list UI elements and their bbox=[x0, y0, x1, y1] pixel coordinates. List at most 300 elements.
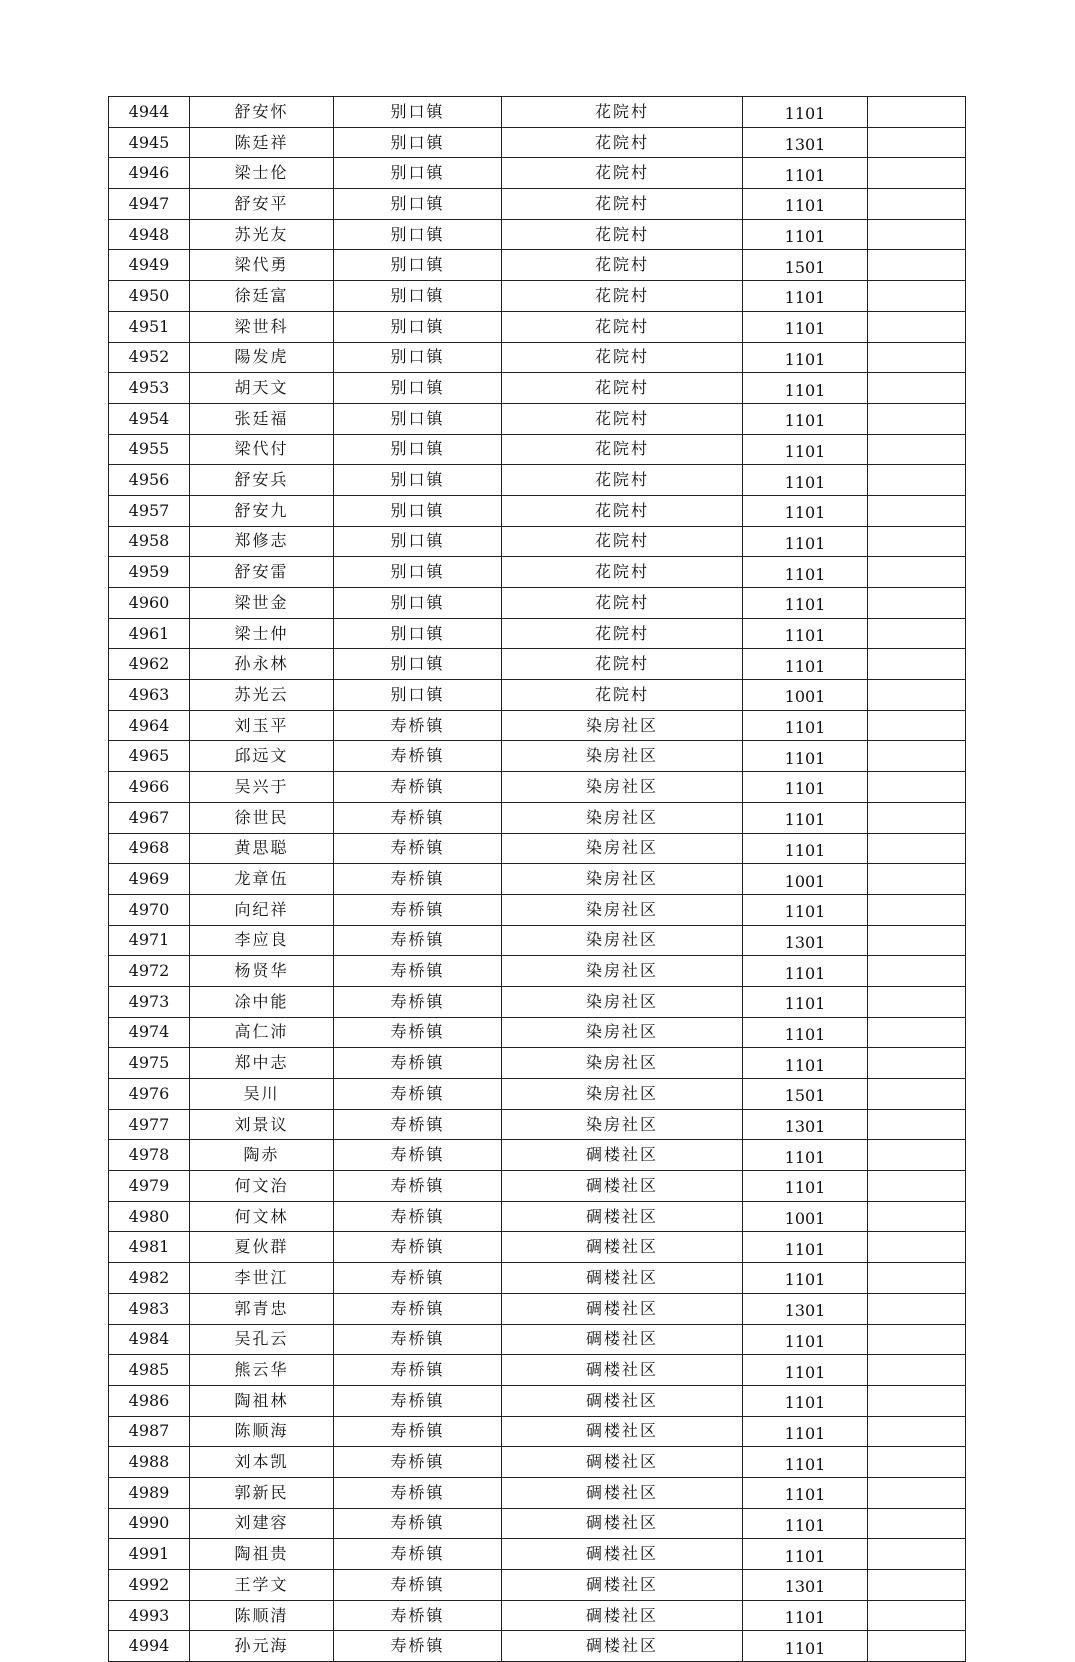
row-number: 4951 bbox=[109, 311, 190, 342]
remark-cell bbox=[868, 894, 966, 925]
person-name: 郭青忠 bbox=[190, 1293, 334, 1324]
village-name: 花院村 bbox=[502, 588, 743, 619]
remark-cell bbox=[868, 97, 966, 128]
code-value: 1101 bbox=[743, 1539, 868, 1570]
village-name: 染房社区 bbox=[502, 864, 743, 895]
remark-cell bbox=[868, 1140, 966, 1171]
code-value: 1301 bbox=[743, 1109, 868, 1140]
table-row bbox=[109, 649, 966, 680]
village-name: 碉楼社区 bbox=[502, 1171, 743, 1202]
row-number: 4979 bbox=[109, 1171, 190, 1202]
village-name: 花院村 bbox=[502, 434, 743, 465]
village-name: 染房社区 bbox=[502, 956, 743, 987]
person-name: 何文林 bbox=[190, 1201, 334, 1232]
person-name: 李应良 bbox=[190, 925, 334, 956]
table-row bbox=[109, 495, 966, 526]
person-name: 向纪祥 bbox=[190, 894, 334, 925]
remark-cell bbox=[868, 833, 966, 864]
person-name: 陶祖林 bbox=[190, 1385, 334, 1416]
remark-cell bbox=[868, 342, 966, 373]
table-row bbox=[109, 1140, 966, 1171]
row-number: 4974 bbox=[109, 1017, 190, 1048]
town-name: 别口镇 bbox=[334, 219, 502, 250]
village-name: 染房社区 bbox=[502, 894, 743, 925]
town-name: 别口镇 bbox=[334, 127, 502, 158]
town-name: 别口镇 bbox=[334, 495, 502, 526]
code-value: 1501 bbox=[743, 250, 868, 281]
remark-cell bbox=[868, 1017, 966, 1048]
remark-cell bbox=[868, 925, 966, 956]
remark-cell bbox=[868, 403, 966, 434]
code-value: 1101 bbox=[743, 1017, 868, 1048]
person-name: 陈顺海 bbox=[190, 1416, 334, 1447]
remark-cell bbox=[868, 434, 966, 465]
remark-cell bbox=[868, 1539, 966, 1570]
row-number: 4944 bbox=[109, 97, 190, 128]
code-value: 1101 bbox=[743, 495, 868, 526]
table-row bbox=[109, 250, 966, 281]
code-value: 1101 bbox=[743, 833, 868, 864]
code-value: 1101 bbox=[743, 741, 868, 772]
village-name: 碉楼社区 bbox=[502, 1600, 743, 1631]
town-name: 寿桥镇 bbox=[334, 741, 502, 772]
remark-cell bbox=[868, 1570, 966, 1601]
village-name: 碉楼社区 bbox=[502, 1385, 743, 1416]
code-value: 1101 bbox=[743, 465, 868, 496]
remark-cell bbox=[868, 986, 966, 1017]
village-name: 染房社区 bbox=[502, 1079, 743, 1110]
table-row bbox=[109, 956, 966, 987]
person-name: 陶赤 bbox=[190, 1140, 334, 1171]
village-name: 染房社区 bbox=[502, 710, 743, 741]
row-number: 4945 bbox=[109, 127, 190, 158]
remark-cell bbox=[868, 864, 966, 895]
table-row bbox=[109, 127, 966, 158]
row-number: 4958 bbox=[109, 526, 190, 557]
row-number: 4980 bbox=[109, 1201, 190, 1232]
village-name: 花院村 bbox=[502, 311, 743, 342]
roster-body bbox=[109, 97, 966, 1662]
table-row bbox=[109, 894, 966, 925]
town-name: 寿桥镇 bbox=[334, 1570, 502, 1601]
person-name: 苏光友 bbox=[190, 219, 334, 250]
town-name: 寿桥镇 bbox=[334, 1079, 502, 1110]
code-value: 1501 bbox=[743, 1079, 868, 1110]
town-name: 寿桥镇 bbox=[334, 1324, 502, 1355]
village-name: 碉楼社区 bbox=[502, 1324, 743, 1355]
person-name: 黄思聪 bbox=[190, 833, 334, 864]
code-value: 1101 bbox=[743, 97, 868, 128]
code-value: 1101 bbox=[743, 219, 868, 250]
code-value: 1101 bbox=[743, 986, 868, 1017]
town-name: 寿桥镇 bbox=[334, 1140, 502, 1171]
person-name: 陈廷祥 bbox=[190, 127, 334, 158]
table-row bbox=[109, 680, 966, 711]
remark-cell bbox=[868, 495, 966, 526]
person-name: 舒安雷 bbox=[190, 557, 334, 588]
table-row bbox=[109, 1385, 966, 1416]
row-number: 4978 bbox=[109, 1140, 190, 1171]
village-name: 花院村 bbox=[502, 649, 743, 680]
person-name: 苏光云 bbox=[190, 680, 334, 711]
village-name: 染房社区 bbox=[502, 772, 743, 803]
person-name: 徐廷富 bbox=[190, 281, 334, 312]
village-name: 碉楼社区 bbox=[502, 1631, 743, 1662]
table-row bbox=[109, 1109, 966, 1140]
village-name: 碉楼社区 bbox=[502, 1477, 743, 1508]
code-value: 1101 bbox=[743, 1447, 868, 1478]
row-number: 4954 bbox=[109, 403, 190, 434]
code-value: 1101 bbox=[743, 1508, 868, 1539]
person-name: 梁代付 bbox=[190, 434, 334, 465]
row-number: 4973 bbox=[109, 986, 190, 1017]
person-name: 刘玉平 bbox=[190, 710, 334, 741]
table-row bbox=[109, 1017, 966, 1048]
row-number: 4965 bbox=[109, 741, 190, 772]
row-number: 4989 bbox=[109, 1477, 190, 1508]
code-value: 1101 bbox=[743, 1385, 868, 1416]
row-number: 4956 bbox=[109, 465, 190, 496]
row-number: 4970 bbox=[109, 894, 190, 925]
village-name: 碉楼社区 bbox=[502, 1447, 743, 1478]
remark-cell bbox=[868, 1355, 966, 1386]
remark-cell bbox=[868, 1293, 966, 1324]
village-name: 染房社区 bbox=[502, 741, 743, 772]
code-value: 1101 bbox=[743, 189, 868, 220]
remark-cell bbox=[868, 772, 966, 803]
village-name: 花院村 bbox=[502, 373, 743, 404]
village-name: 碉楼社区 bbox=[502, 1539, 743, 1570]
row-number: 4993 bbox=[109, 1600, 190, 1631]
person-name: 郭新民 bbox=[190, 1477, 334, 1508]
village-name: 花院村 bbox=[502, 219, 743, 250]
town-name: 别口镇 bbox=[334, 526, 502, 557]
village-name: 花院村 bbox=[502, 281, 743, 312]
table-row bbox=[109, 1263, 966, 1294]
row-number: 4948 bbox=[109, 219, 190, 250]
row-number: 4949 bbox=[109, 250, 190, 281]
code-value: 1301 bbox=[743, 1293, 868, 1324]
remark-cell bbox=[868, 219, 966, 250]
table-row bbox=[109, 802, 966, 833]
village-name: 花院村 bbox=[502, 158, 743, 189]
code-value: 1101 bbox=[743, 557, 868, 588]
remark-cell bbox=[868, 956, 966, 987]
village-name: 花院村 bbox=[502, 250, 743, 281]
row-number: 4972 bbox=[109, 956, 190, 987]
person-name: 何文治 bbox=[190, 1171, 334, 1202]
code-value: 1101 bbox=[743, 1263, 868, 1294]
town-name: 寿桥镇 bbox=[334, 1232, 502, 1263]
person-name: 李世江 bbox=[190, 1263, 334, 1294]
code-value: 1101 bbox=[743, 1171, 868, 1202]
village-name: 花院村 bbox=[502, 557, 743, 588]
table-row bbox=[109, 1477, 966, 1508]
remark-cell bbox=[868, 1232, 966, 1263]
village-name: 花院村 bbox=[502, 403, 743, 434]
person-name: 胡天文 bbox=[190, 373, 334, 404]
table-row bbox=[109, 526, 966, 557]
table-row bbox=[109, 1508, 966, 1539]
person-name: 邱远文 bbox=[190, 741, 334, 772]
remark-cell bbox=[868, 526, 966, 557]
town-name: 寿桥镇 bbox=[334, 986, 502, 1017]
remark-cell bbox=[868, 1324, 966, 1355]
remark-cell bbox=[868, 1447, 966, 1478]
code-value: 1101 bbox=[743, 1631, 868, 1662]
person-name: 孙永林 bbox=[190, 649, 334, 680]
town-name: 别口镇 bbox=[334, 373, 502, 404]
code-value: 1101 bbox=[743, 373, 868, 404]
row-number: 4966 bbox=[109, 772, 190, 803]
remark-cell bbox=[868, 1600, 966, 1631]
person-name: 吴川 bbox=[190, 1079, 334, 1110]
code-value: 1101 bbox=[743, 956, 868, 987]
row-number: 4975 bbox=[109, 1048, 190, 1079]
remark-cell bbox=[868, 557, 966, 588]
village-name: 染房社区 bbox=[502, 833, 743, 864]
person-name: 刘建容 bbox=[190, 1508, 334, 1539]
table-row bbox=[109, 1048, 966, 1079]
remark-cell bbox=[868, 1048, 966, 1079]
remark-cell bbox=[868, 802, 966, 833]
town-name: 别口镇 bbox=[334, 557, 502, 588]
person-name: 梁世金 bbox=[190, 588, 334, 619]
remark-cell bbox=[868, 1079, 966, 1110]
remark-cell bbox=[868, 250, 966, 281]
town-name: 别口镇 bbox=[334, 588, 502, 619]
town-name: 寿桥镇 bbox=[334, 1416, 502, 1447]
person-name: 陶祖贵 bbox=[190, 1539, 334, 1570]
town-name: 寿桥镇 bbox=[334, 1293, 502, 1324]
code-value: 1101 bbox=[743, 158, 868, 189]
remark-cell bbox=[868, 1263, 966, 1294]
person-name: 梁士仲 bbox=[190, 618, 334, 649]
table-row bbox=[109, 342, 966, 373]
person-name: 刘本凯 bbox=[190, 1447, 334, 1478]
village-name: 花院村 bbox=[502, 618, 743, 649]
remark-cell bbox=[868, 127, 966, 158]
person-name: 孙元海 bbox=[190, 1631, 334, 1662]
town-name: 别口镇 bbox=[334, 618, 502, 649]
code-value: 1101 bbox=[743, 311, 868, 342]
town-name: 寿桥镇 bbox=[334, 802, 502, 833]
remark-cell bbox=[868, 710, 966, 741]
town-name: 寿桥镇 bbox=[334, 1631, 502, 1662]
person-name: 梁代勇 bbox=[190, 250, 334, 281]
table-row bbox=[109, 1570, 966, 1601]
village-name: 碉楼社区 bbox=[502, 1570, 743, 1601]
town-name: 别口镇 bbox=[334, 158, 502, 189]
remark-cell bbox=[868, 281, 966, 312]
town-name: 别口镇 bbox=[334, 189, 502, 220]
person-name: 吴兴于 bbox=[190, 772, 334, 803]
row-number: 4959 bbox=[109, 557, 190, 588]
village-name: 染房社区 bbox=[502, 1109, 743, 1140]
row-number: 4961 bbox=[109, 618, 190, 649]
code-value: 1301 bbox=[743, 925, 868, 956]
table-row bbox=[109, 158, 966, 189]
table-row bbox=[109, 1171, 966, 1202]
table-row bbox=[109, 1416, 966, 1447]
code-value: 1101 bbox=[743, 802, 868, 833]
town-name: 寿桥镇 bbox=[334, 1355, 502, 1386]
person-name: 王学文 bbox=[190, 1570, 334, 1601]
remark-cell bbox=[868, 588, 966, 619]
village-name: 花院村 bbox=[502, 342, 743, 373]
remark-cell bbox=[868, 1508, 966, 1539]
code-value: 1101 bbox=[743, 342, 868, 373]
person-name: 夏伙群 bbox=[190, 1232, 334, 1263]
town-name: 寿桥镇 bbox=[334, 1201, 502, 1232]
table-row bbox=[109, 864, 966, 895]
remark-cell bbox=[868, 158, 966, 189]
row-number: 4960 bbox=[109, 588, 190, 619]
code-value: 1001 bbox=[743, 1201, 868, 1232]
table-row bbox=[109, 618, 966, 649]
code-value: 1301 bbox=[743, 127, 868, 158]
person-name: 陽发虎 bbox=[190, 342, 334, 373]
row-number: 4947 bbox=[109, 189, 190, 220]
row-number: 4963 bbox=[109, 680, 190, 711]
row-number: 4962 bbox=[109, 649, 190, 680]
person-name: 刘景议 bbox=[190, 1109, 334, 1140]
row-number: 4968 bbox=[109, 833, 190, 864]
town-name: 寿桥镇 bbox=[334, 925, 502, 956]
village-name: 花院村 bbox=[502, 127, 743, 158]
row-number: 4946 bbox=[109, 158, 190, 189]
town-name: 别口镇 bbox=[334, 403, 502, 434]
town-name: 寿桥镇 bbox=[334, 1109, 502, 1140]
person-name: 吴孔云 bbox=[190, 1324, 334, 1355]
code-value: 1101 bbox=[743, 588, 868, 619]
row-number: 4990 bbox=[109, 1508, 190, 1539]
town-name: 别口镇 bbox=[334, 680, 502, 711]
table-row bbox=[109, 1631, 966, 1662]
person-name: 舒安怀 bbox=[190, 97, 334, 128]
table-row bbox=[109, 986, 966, 1017]
remark-cell bbox=[868, 1477, 966, 1508]
town-name: 寿桥镇 bbox=[334, 1017, 502, 1048]
remark-cell bbox=[868, 1631, 966, 1662]
row-number: 4988 bbox=[109, 1447, 190, 1478]
row-number: 4992 bbox=[109, 1570, 190, 1601]
person-name: 郑中志 bbox=[190, 1048, 334, 1079]
table-row bbox=[109, 403, 966, 434]
table-row bbox=[109, 1447, 966, 1478]
table-row bbox=[109, 557, 966, 588]
town-name: 别口镇 bbox=[334, 250, 502, 281]
row-number: 4977 bbox=[109, 1109, 190, 1140]
row-number: 4994 bbox=[109, 1631, 190, 1662]
code-value: 1101 bbox=[743, 1232, 868, 1263]
town-name: 寿桥镇 bbox=[334, 1385, 502, 1416]
code-value: 1101 bbox=[743, 1324, 868, 1355]
row-number: 4950 bbox=[109, 281, 190, 312]
table-row bbox=[109, 1539, 966, 1570]
table-row bbox=[109, 588, 966, 619]
row-number: 4991 bbox=[109, 1539, 190, 1570]
town-name: 寿桥镇 bbox=[334, 956, 502, 987]
village-name: 碉楼社区 bbox=[502, 1355, 743, 1386]
village-name: 碉楼社区 bbox=[502, 1293, 743, 1324]
row-number: 4952 bbox=[109, 342, 190, 373]
town-name: 寿桥镇 bbox=[334, 833, 502, 864]
town-name: 寿桥镇 bbox=[334, 1600, 502, 1631]
remark-cell bbox=[868, 1171, 966, 1202]
person-name: 张廷福 bbox=[190, 403, 334, 434]
remark-cell bbox=[868, 1109, 966, 1140]
town-name: 寿桥镇 bbox=[334, 710, 502, 741]
table-row bbox=[109, 1355, 966, 1386]
table-row bbox=[109, 1293, 966, 1324]
code-value: 1101 bbox=[743, 894, 868, 925]
row-number: 4986 bbox=[109, 1385, 190, 1416]
village-name: 染房社区 bbox=[502, 986, 743, 1017]
table-row bbox=[109, 311, 966, 342]
remark-cell bbox=[868, 465, 966, 496]
code-value: 1101 bbox=[743, 526, 868, 557]
village-name: 花院村 bbox=[502, 465, 743, 496]
code-value: 1101 bbox=[743, 1140, 868, 1171]
village-name: 碉楼社区 bbox=[502, 1263, 743, 1294]
remark-cell bbox=[868, 618, 966, 649]
village-name: 碉楼社区 bbox=[502, 1232, 743, 1263]
code-value: 1101 bbox=[743, 1048, 868, 1079]
person-name: 郑修志 bbox=[190, 526, 334, 557]
town-name: 寿桥镇 bbox=[334, 1539, 502, 1570]
table-row bbox=[109, 925, 966, 956]
remark-cell bbox=[868, 1385, 966, 1416]
code-value: 1101 bbox=[743, 1355, 868, 1386]
town-name: 别口镇 bbox=[334, 311, 502, 342]
village-name: 花院村 bbox=[502, 680, 743, 711]
village-name: 花院村 bbox=[502, 526, 743, 557]
table-row bbox=[109, 434, 966, 465]
town-name: 寿桥镇 bbox=[334, 1263, 502, 1294]
table-row bbox=[109, 1232, 966, 1263]
table-row bbox=[109, 1600, 966, 1631]
town-name: 寿桥镇 bbox=[334, 1048, 502, 1079]
remark-cell bbox=[868, 649, 966, 680]
village-name: 花院村 bbox=[502, 495, 743, 526]
code-value: 1101 bbox=[743, 434, 868, 465]
town-name: 寿桥镇 bbox=[334, 1171, 502, 1202]
remark-cell bbox=[868, 373, 966, 404]
remark-cell bbox=[868, 1201, 966, 1232]
village-name: 染房社区 bbox=[502, 802, 743, 833]
town-name: 寿桥镇 bbox=[334, 772, 502, 803]
table-row bbox=[109, 219, 966, 250]
village-name: 碉楼社区 bbox=[502, 1508, 743, 1539]
row-number: 4971 bbox=[109, 925, 190, 956]
person-name: 梁士伦 bbox=[190, 158, 334, 189]
person-name: 梁世科 bbox=[190, 311, 334, 342]
row-number: 4955 bbox=[109, 434, 190, 465]
row-number: 4983 bbox=[109, 1293, 190, 1324]
roster-table bbox=[108, 96, 966, 1662]
person-name: 徐世民 bbox=[190, 802, 334, 833]
code-value: 1101 bbox=[743, 649, 868, 680]
town-name: 寿桥镇 bbox=[334, 1447, 502, 1478]
table-row bbox=[109, 741, 966, 772]
town-name: 别口镇 bbox=[334, 465, 502, 496]
code-value: 1101 bbox=[743, 1600, 868, 1631]
village-name: 花院村 bbox=[502, 97, 743, 128]
row-number: 4987 bbox=[109, 1416, 190, 1447]
row-number: 4981 bbox=[109, 1232, 190, 1263]
town-name: 别口镇 bbox=[334, 281, 502, 312]
